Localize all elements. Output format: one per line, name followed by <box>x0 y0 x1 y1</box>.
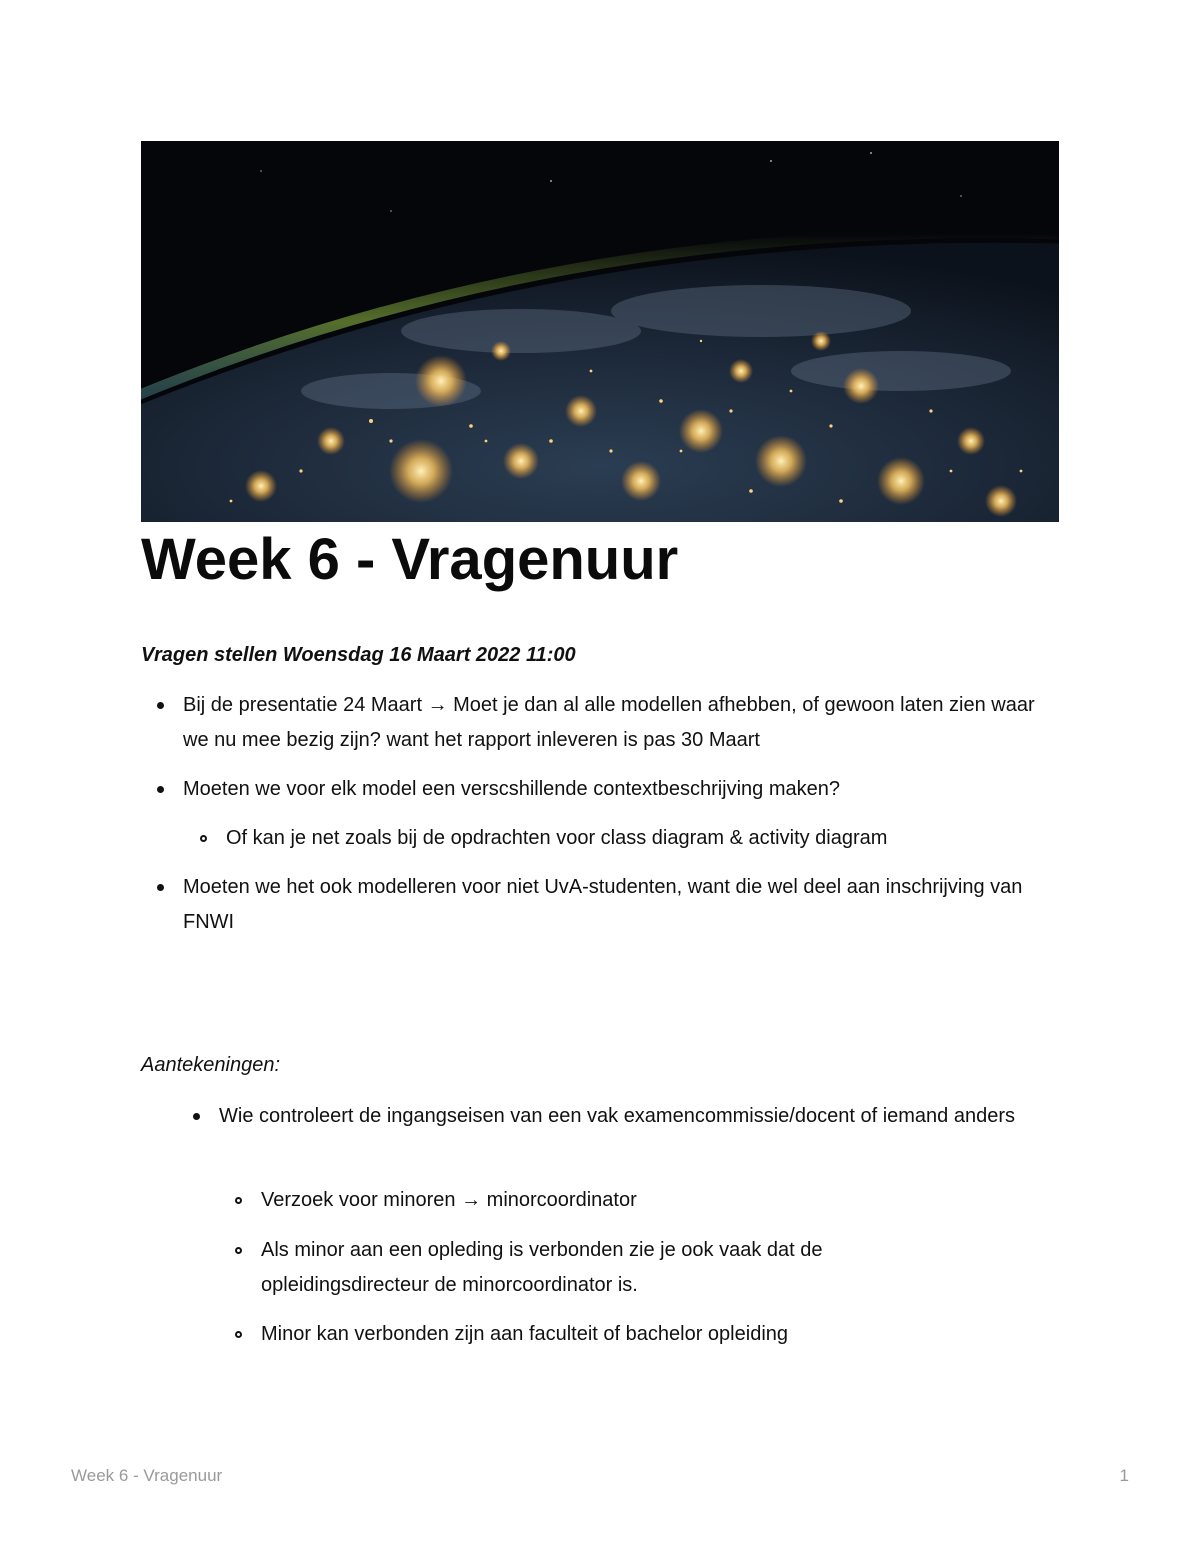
footer-title: Week 6 - Vragenuur <box>71 1466 223 1485</box>
list-item: Moeten we het ook modelleren voor niet UvA-studenten, want die wel deel aan inschrijving van FNWI <box>183 876 1023 933</box>
disc-bullet-icon <box>157 884 164 891</box>
circle-bullet-icon <box>235 1197 242 1204</box>
circle-bullet-icon <box>200 835 207 842</box>
earth-at-night-image <box>141 141 1059 522</box>
circle-bullet-icon <box>235 1331 242 1338</box>
disc-bullet-icon <box>157 786 164 793</box>
notes-heading: Aantekeningen: <box>141 1054 281 1076</box>
list-item: Wie controleert de ingangseisen van een vak examencommissie/docent of iemand anders <box>219 1105 1015 1127</box>
page-title: Week 6 - Vragenuur <box>141 527 679 592</box>
page-number: 1 <box>1119 1466 1129 1485</box>
disc-bullet-icon <box>193 1113 200 1120</box>
list-item: Bij de presentatie 24 Maart → Moet je dan al alle modellen afhebben, of gewoon laten zien waar we nu mee bezig zijn? want het rapport inleveren is pas 30 Maart <box>183 694 1035 751</box>
disc-bullet-icon <box>157 702 164 709</box>
list-item: Verzoek voor minoren → minorcoordinator <box>261 1189 637 1211</box>
list-item: Of kan je net zoals bij de opdrachten voor class diagram & activity diagram <box>226 827 888 849</box>
questions-heading: Vragen stellen Woensdag 16 Maart 2022 11:00 <box>141 644 576 666</box>
list-item: Moeten we voor elk model een verscshillende contextbeschrijving maken? <box>183 778 841 800</box>
circle-bullet-icon <box>235 1247 242 1254</box>
list-item: Minor kan verbonden zijn aan faculteit of bachelor opleiding <box>261 1323 789 1345</box>
list-item: Als minor aan een opleding is verbonden zie je ook vaak dat de opleidingsdirecteur de minorcoordinator is. <box>261 1239 823 1296</box>
cover-image <box>141 141 1059 522</box>
